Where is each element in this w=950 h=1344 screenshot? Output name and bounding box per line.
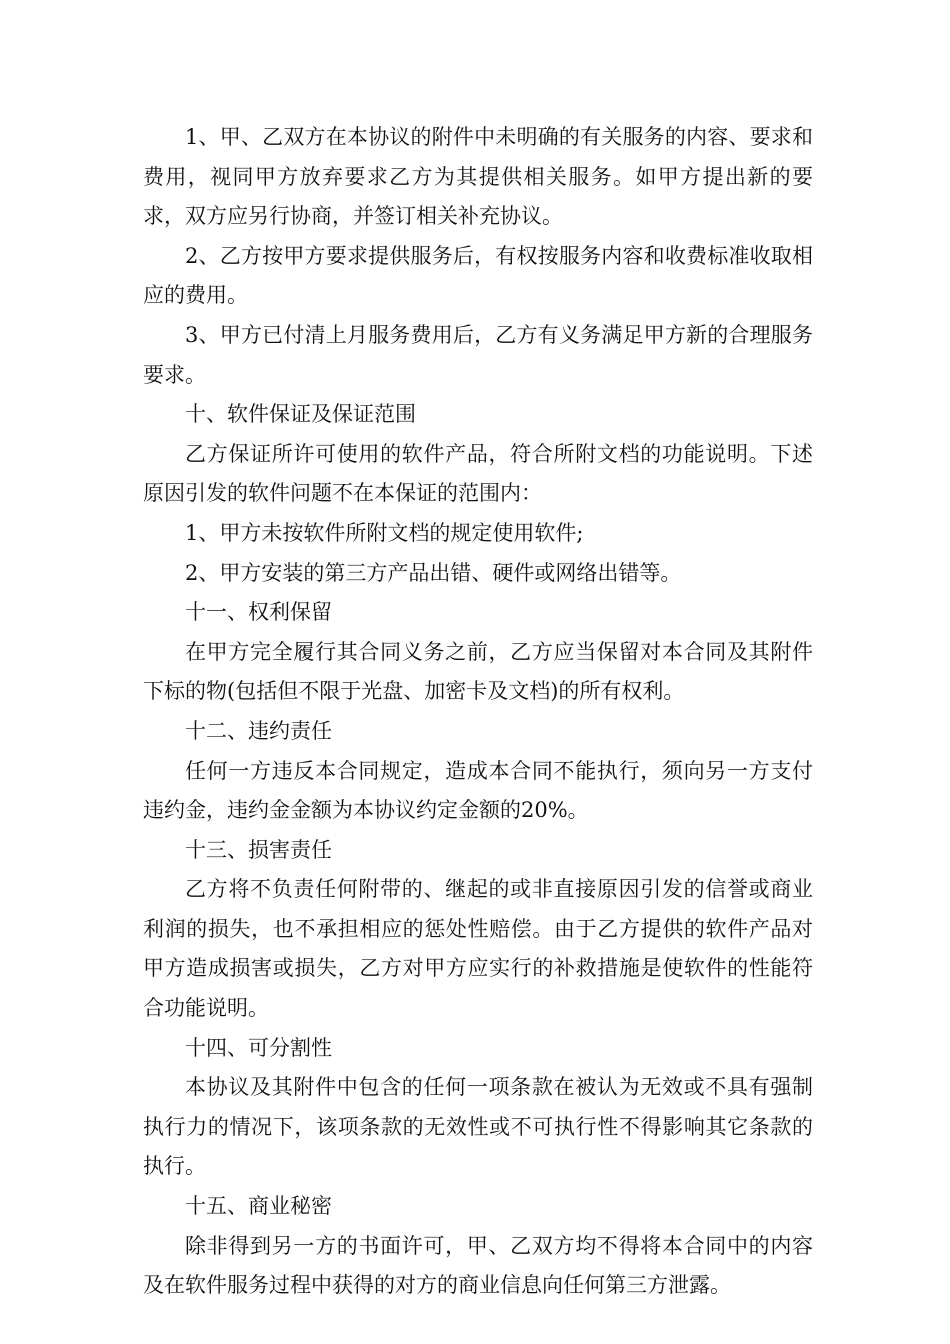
breach-paragraph: 任何一方违反本合同规定，造成本合同不能执行，须向另一方支付违约金，违约金金额为本协议约定金额的20%。 <box>143 758 813 823</box>
severability-paragraph: 本协议及其附件中包含的任何一项条款在被认为无效或不具有强制执行力的情况下，该项条款的无效性或不可执行性不得影响其它条款的执行。 <box>143 1075 813 1179</box>
damage-paragraph: 乙方将不负责任何附带的、继起的或非直接原因引发的信誉或商业利润的损失，也不承担相应的惩处性赔偿。由于乙方提供的软件产品对甲方造成损害或损失，乙方对甲方应实行的补救措施是使软件的性能符合功能说明。 <box>143 877 813 1021</box>
document-body <box>143 118 813 1306</box>
warranty-item-1: 1、甲方未按软件所附文档的规定使用软件; <box>185 520 584 545</box>
rights-paragraph: 在甲方完全履行其合同义务之前，乙方应当保留对本合同及其附件下标的物(包括但不限于光盘、加密卡及文档)的所有权利。 <box>143 639 813 704</box>
warranty-item-2: 2、甲方安装的第三方产品出错、硬件或网络出错等。 <box>185 560 682 585</box>
section-heading-13: 十三、损害责任 <box>185 837 332 862</box>
section-heading-12: 十二、违约责任 <box>185 718 332 743</box>
confidentiality-paragraph: 除非得到另一方的书面许可，甲、乙双方均不得将本合同中的内容及在软件服务过程中获得的对方的商业信息向任何第三方泄露。 <box>143 1233 813 1298</box>
section-heading-10: 十、软件保证及保证范围 <box>185 402 416 427</box>
clause-paragraph-3: 3、甲方已付清上月服务费用后，乙方有义务满足甲方新的合理服务要求。 <box>143 322 813 387</box>
section-heading-11: 十一、权利保留 <box>185 600 332 625</box>
section-heading-15: 十五、商业秘密 <box>185 1194 332 1219</box>
clause-paragraph-1: 1、甲、乙双方在本协议的附件中未明确的有关服务的内容、要求和费用，视同甲方放弃要求乙方为其提供相关服务。如甲方提出新的要求，双方应另行协商，并签订相关补充协议。 <box>143 125 813 229</box>
warranty-paragraph: 乙方保证所许可使用的软件产品，符合所附文档的功能说明。下述原因引发的软件问题不在本保证的范围内： <box>143 441 813 506</box>
clause-paragraph-2: 2、乙方按甲方要求提供服务后，有权按服务内容和收费标准收取相应的费用。 <box>143 243 813 308</box>
section-heading-14: 十四、可分割性 <box>185 1035 332 1060</box>
